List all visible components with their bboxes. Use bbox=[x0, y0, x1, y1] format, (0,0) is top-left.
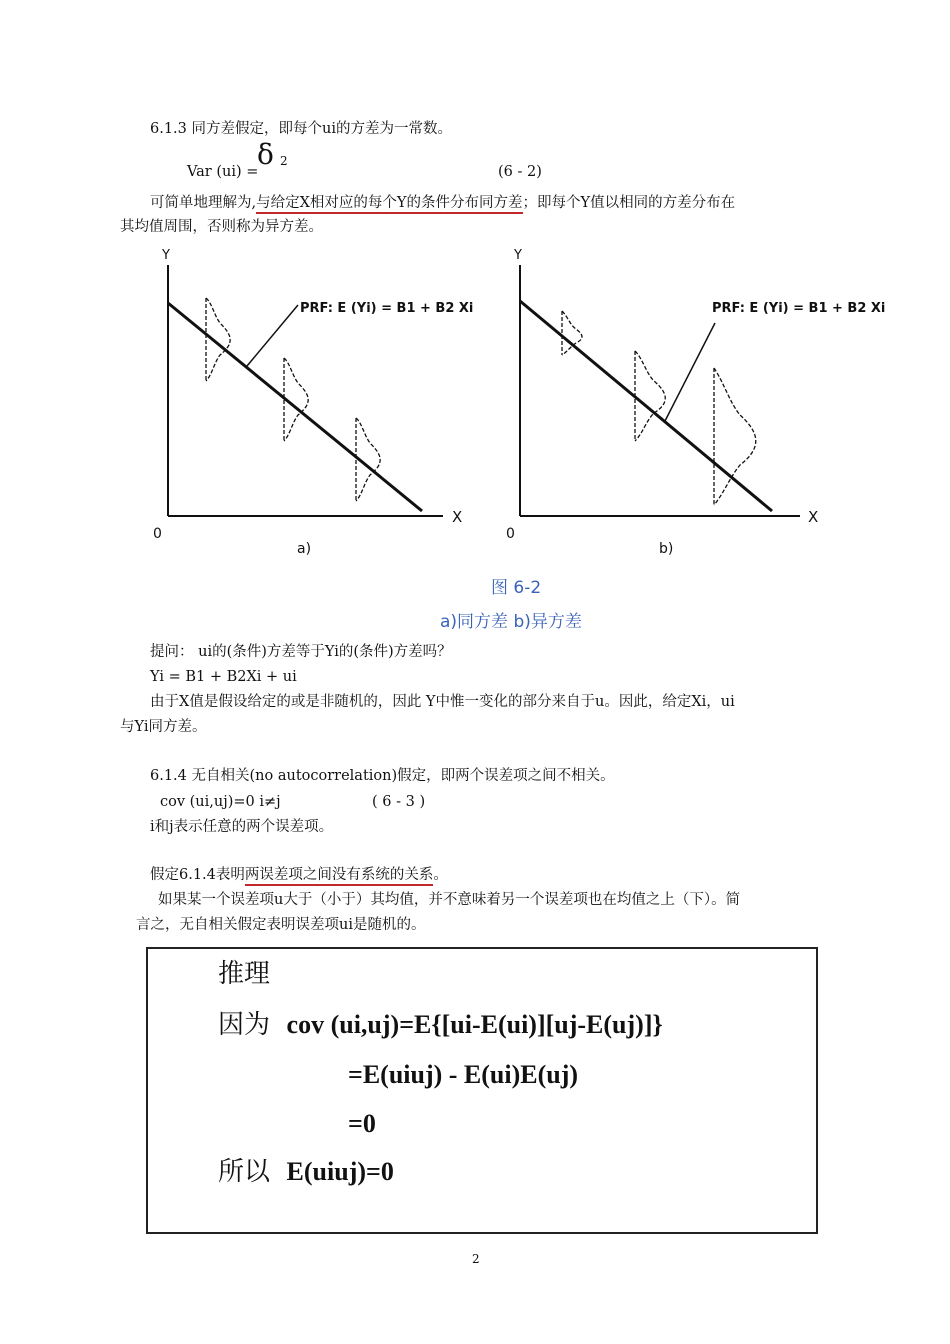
box-title: 推理 bbox=[218, 959, 271, 989]
box-line1-formula: cov (ui,uj)=E{[ui-E(ui)][uj-E(uj)]} bbox=[286, 1010, 663, 1039]
section-6-1-4-heading: 6.1.4 无自相关(no autocorrelation)假定，即两个误差项之间不相关。 bbox=[150, 768, 615, 784]
right-dist-2-curve bbox=[635, 351, 665, 441]
page-number: 2 bbox=[472, 1252, 480, 1266]
box-line2-formula: =E(uiuj) - E(ui)E(uj) bbox=[348, 1060, 579, 1089]
right-sub-label: b) bbox=[659, 541, 674, 557]
assumption-prefix: 假定6.1.4表明 bbox=[150, 867, 245, 883]
ij-note: i和j表示任意的两个误差项。 bbox=[150, 819, 334, 835]
underlined-phrase: 与给定X相对应的每个Y的条件分布同方差 bbox=[256, 195, 522, 214]
figure-caption-subtitle: a)同方差 b)异方差 bbox=[440, 612, 582, 632]
para-prefix: 可简单地理解为, bbox=[150, 195, 257, 211]
left-dist-1-curve bbox=[206, 298, 230, 381]
right-dist-3-curve bbox=[714, 368, 756, 505]
box-line4-formula: E(uiuj)=0 bbox=[286, 1157, 394, 1186]
question-line2: Yi = B1 + B2Xi + ui bbox=[150, 669, 297, 685]
left-y-label: Y bbox=[162, 248, 170, 263]
left-origin-label: 0 bbox=[153, 526, 162, 542]
right-x-label: X bbox=[808, 508, 819, 526]
left-prf-pointer bbox=[247, 305, 298, 366]
box-line4 bbox=[218, 1157, 394, 1187]
right-prf-pointer bbox=[665, 323, 715, 421]
autocorrelation-paragraph-line2: 言之，无自相关假定表明误差项ui是随机的。 bbox=[136, 917, 426, 933]
left-prf-label: PRF: E (Yi) = B1 + B2 Xi bbox=[300, 301, 474, 316]
box-line4-prefix: 所以 bbox=[218, 1157, 271, 1187]
box-line2 bbox=[348, 1060, 578, 1090]
delta-superscript: 2 bbox=[280, 154, 288, 168]
box-line3-formula: =0 bbox=[348, 1109, 376, 1138]
figure-caption-title: 图 6-2 bbox=[491, 578, 542, 598]
autocorrelation-paragraph-line1: 如果某一个误差项u大于（小于）其均值，并不意味着另一个误差项也在均值之上（下）。简 bbox=[158, 892, 741, 908]
reasoning-box bbox=[146, 947, 818, 1234]
question-line3: 由于X值是假设给定的或是非随机的，因此 Y中惟一变化的部分来自于u。因此，给定Xi，ui bbox=[150, 694, 735, 710]
equation-number-6-2: (6 - 2) bbox=[498, 164, 542, 180]
box-line3 bbox=[348, 1109, 376, 1139]
left-sub-label: a) bbox=[297, 541, 312, 557]
right-prf-label: PRF: E (Yi) = B1 + B2 Xi bbox=[712, 301, 886, 316]
variance-formula-lhs: Var (ui) = bbox=[187, 164, 259, 180]
right-origin-label: 0 bbox=[506, 526, 515, 542]
section-6-1-3-heading: 6.1.3 同方差假定，即每个ui的方差为一常数。 bbox=[150, 121, 452, 137]
box-line1 bbox=[218, 1010, 663, 1040]
assumption-paragraph bbox=[150, 866, 448, 884]
equation-number-6-3: ( 6 - 3 ) bbox=[372, 794, 426, 810]
assumption-suffix: 。 bbox=[433, 867, 448, 883]
left-x-label: X bbox=[452, 508, 463, 526]
delta-symbol: δ bbox=[257, 138, 274, 171]
assumption-underlined: 两误差项之间没有系统的关系 bbox=[245, 867, 434, 886]
question-line1: 提问： ui的(条件)方差等于Yi的(条件)方差吗？ bbox=[150, 644, 452, 660]
homoscedasticity-paragraph-line1 bbox=[150, 194, 735, 212]
question-line4: 与Yi同方差。 bbox=[120, 719, 207, 735]
right-y-label: Y bbox=[514, 248, 522, 263]
para-suffix: ；即每个Y值以相同的方差分布在 bbox=[522, 195, 736, 211]
figure-6-2 bbox=[140, 243, 886, 638]
box-line1-prefix: 因为 bbox=[218, 1010, 271, 1040]
homoscedasticity-paragraph-line2: 其均值周围，否则称为异方差。 bbox=[120, 219, 323, 235]
cov-formula: cov (ui,uj)=0 i≠j bbox=[160, 794, 281, 810]
